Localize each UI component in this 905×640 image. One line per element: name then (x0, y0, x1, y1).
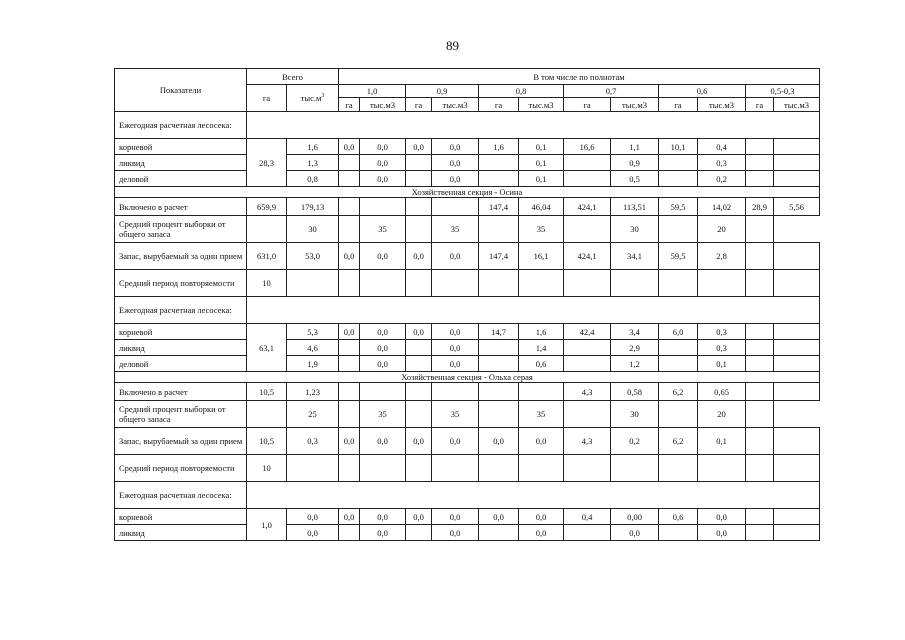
value-cell (479, 340, 519, 356)
row-label: Запас, вырубаемый за один прием (115, 243, 247, 270)
value-cell: 10,5 (247, 383, 287, 401)
value-cell (564, 216, 611, 243)
value-cell: 631,0 (247, 243, 287, 270)
value-cell: 179,13 (287, 198, 339, 216)
value-cell (746, 340, 774, 356)
value-cell (746, 356, 774, 372)
value-cell (519, 455, 564, 482)
value-cell (774, 428, 820, 455)
value-cell (339, 198, 360, 216)
value-cell: 147,4 (479, 243, 519, 270)
row-label: Включено в расчет (115, 383, 247, 401)
value-cell: 4,3 (564, 383, 611, 401)
value-cell: 0,3 (287, 428, 339, 455)
value-cell (774, 324, 820, 340)
header-ha: га (659, 98, 698, 112)
value-cell: 14,02 (698, 198, 746, 216)
value-cell (339, 171, 360, 187)
value-cell (406, 455, 432, 482)
value-cell: 28,3 (247, 139, 287, 187)
header-density: 0,7 (564, 85, 659, 98)
value-cell (360, 455, 406, 482)
value-cell (564, 401, 611, 428)
row-label: Ежегодная расчетная лесосека: (115, 112, 247, 139)
value-cell (611, 270, 659, 297)
header-density: 0,9 (406, 85, 479, 98)
row-label: корневой (115, 139, 247, 155)
value-cell (406, 340, 432, 356)
header-density: 0,5-0,3 (746, 85, 820, 98)
value-cell (774, 270, 820, 297)
value-cell: 16,6 (564, 139, 611, 155)
value-cell: 1,0 (247, 509, 287, 541)
page-number: 89 (446, 38, 459, 53)
value-cell: 0,5 (611, 171, 659, 187)
value-cell (746, 243, 774, 270)
value-cell (746, 216, 774, 243)
value-cell: 0,0 (519, 428, 564, 455)
data-row (115, 428, 820, 455)
value-cell (519, 270, 564, 297)
header-ha: га (339, 98, 360, 112)
header-total: Всего (247, 69, 339, 85)
value-cell (746, 270, 774, 297)
value-cell: 0,1 (698, 428, 746, 455)
value-cell: 1,4 (519, 340, 564, 356)
data-row (115, 297, 820, 324)
value-cell: 16,1 (519, 243, 564, 270)
value-cell: 35 (432, 216, 479, 243)
value-cell (774, 243, 820, 270)
value-cell: 424,1 (564, 198, 611, 216)
section-row (115, 372, 820, 383)
row-label: Средний процент выборки от общего запаса (115, 401, 247, 428)
value-cell (659, 455, 698, 482)
row-label: деловой (115, 356, 247, 372)
value-cell: 0,0 (360, 509, 406, 525)
value-cell: 0,6 (519, 356, 564, 372)
value-cell (406, 356, 432, 372)
value-cell: 6,0 (659, 324, 698, 340)
empty-cell (247, 112, 820, 139)
value-cell: 0,2 (698, 171, 746, 187)
value-cell (287, 455, 339, 482)
value-cell: 0,1 (519, 139, 564, 155)
header-ha: га (479, 98, 519, 112)
header-incl: В том числе по полнотам (339, 69, 820, 85)
value-cell (479, 171, 519, 187)
value-cell: 10,1 (659, 139, 698, 155)
value-cell (432, 455, 479, 482)
row-label: Запас, вырубаемый за один прием (115, 428, 247, 455)
value-cell: 14,7 (479, 324, 519, 340)
value-cell (746, 509, 774, 525)
value-cell (519, 383, 564, 401)
value-cell (339, 455, 360, 482)
value-cell (339, 155, 360, 171)
header-tm3-text: тыс.м (300, 93, 322, 103)
section-title: Хозяйственная секция - Осина (115, 187, 820, 198)
header-ha: га (406, 98, 432, 112)
value-cell (339, 340, 360, 356)
value-cell (406, 171, 432, 187)
row-label: ликвид (115, 340, 247, 356)
header-tm3-sup: 3 (321, 93, 325, 100)
value-cell (698, 455, 746, 482)
data-row (115, 243, 820, 270)
value-cell: 0,6 (659, 509, 698, 525)
value-cell: 0,0 (698, 509, 746, 525)
header-ha: га (746, 98, 774, 112)
value-cell: 0,0 (519, 525, 564, 541)
value-cell (659, 340, 698, 356)
value-cell: 0,3 (698, 155, 746, 171)
value-cell (432, 198, 479, 216)
value-cell (564, 525, 611, 541)
value-cell (774, 340, 820, 356)
value-cell (564, 155, 611, 171)
header-row-1 (115, 69, 820, 85)
value-cell: 63,1 (247, 324, 287, 372)
value-cell (564, 340, 611, 356)
value-cell: 0,3 (698, 324, 746, 340)
value-cell: 0,0 (360, 243, 406, 270)
section-row (115, 187, 820, 198)
value-cell: 0,00 (611, 509, 659, 525)
data-row (115, 216, 820, 243)
value-cell: 0,0 (698, 525, 746, 541)
row-label: Включено в расчет (115, 198, 247, 216)
header-total-ha: га (247, 85, 287, 112)
value-cell: 0,0 (360, 356, 406, 372)
value-cell: 42,4 (564, 324, 611, 340)
value-cell: 30 (611, 401, 659, 428)
value-cell: 0,0 (360, 428, 406, 455)
value-cell: 0,0 (479, 509, 519, 525)
value-cell (746, 383, 774, 401)
value-cell: 0,0 (360, 171, 406, 187)
section-title: Хозяйственная секция - Ольха серая (115, 372, 820, 383)
value-cell: 0,0 (432, 509, 479, 525)
header-tm3: тыс.м3 (611, 98, 659, 112)
value-cell: 0,4 (698, 139, 746, 155)
value-cell (287, 270, 339, 297)
value-cell: 0,0 (406, 428, 432, 455)
value-cell (564, 270, 611, 297)
value-cell: 35 (360, 216, 406, 243)
value-cell: 0,0 (360, 155, 406, 171)
value-cell: 0,1 (519, 171, 564, 187)
value-cell (339, 270, 360, 297)
value-cell (774, 509, 820, 525)
value-cell: 0,0 (360, 324, 406, 340)
row-label: деловой (115, 171, 247, 187)
data-row (115, 356, 820, 372)
value-cell (564, 171, 611, 187)
row-label: Средний процент выборки от общего запаса (115, 216, 247, 243)
value-cell: 0,0 (432, 340, 479, 356)
value-cell (564, 455, 611, 482)
value-cell (406, 270, 432, 297)
value-cell: 0,0 (360, 340, 406, 356)
value-cell (659, 270, 698, 297)
row-label: ликвид (115, 525, 247, 541)
row-label: Ежегодная расчетная лесосека: (115, 482, 247, 509)
value-cell: 6,2 (659, 383, 698, 401)
value-cell: 1,6 (479, 139, 519, 155)
value-cell (746, 525, 774, 541)
header-tm3: тыс.м3 (432, 98, 479, 112)
value-cell (746, 155, 774, 171)
value-cell (479, 455, 519, 482)
value-cell (746, 401, 774, 428)
value-cell (479, 356, 519, 372)
header-tm3: тыс.м3 (360, 98, 406, 112)
row-label: корневой (115, 509, 247, 525)
value-cell: 1,1 (611, 139, 659, 155)
value-cell: 30 (287, 216, 339, 243)
value-cell (659, 155, 698, 171)
value-cell (360, 383, 406, 401)
value-cell: 1,23 (287, 383, 339, 401)
header-ha: га (564, 98, 611, 112)
value-cell: 0,0 (406, 139, 432, 155)
value-cell: 1,9 (287, 356, 339, 372)
value-cell: 10 (247, 270, 287, 297)
data-row (115, 270, 820, 297)
data-row (115, 155, 820, 171)
value-cell: 659,9 (247, 198, 287, 216)
value-cell: 1,3 (287, 155, 339, 171)
value-cell: 1,6 (287, 139, 339, 155)
value-cell: 0,58 (611, 383, 659, 401)
value-cell: 20 (698, 401, 746, 428)
value-cell: 0,1 (698, 356, 746, 372)
value-cell (406, 155, 432, 171)
value-cell: 0,0 (339, 428, 360, 455)
value-cell (746, 139, 774, 155)
value-cell: 0,0 (611, 525, 659, 541)
value-cell: 10 (247, 455, 287, 482)
header-density: 0,6 (659, 85, 746, 98)
value-cell: 0,65 (698, 383, 746, 401)
value-cell: 0,0 (519, 509, 564, 525)
row-label: Ежегодная расчетная лесосека: (115, 297, 247, 324)
value-cell (247, 401, 287, 428)
value-cell: 424,1 (564, 243, 611, 270)
forest-table (114, 68, 820, 541)
header-tm3: тыс.м3 (519, 98, 564, 112)
value-cell (774, 383, 820, 401)
header-total-tm3 (287, 85, 339, 112)
value-cell (406, 198, 432, 216)
value-cell: 0,4 (564, 509, 611, 525)
value-cell (774, 155, 820, 171)
value-cell: 0,2 (611, 428, 659, 455)
value-cell: 53,0 (287, 243, 339, 270)
data-row (115, 198, 820, 216)
value-cell: 0,9 (611, 155, 659, 171)
value-cell: 0,0 (360, 525, 406, 541)
value-cell: 0,8 (287, 171, 339, 187)
value-cell (774, 525, 820, 541)
value-cell: 4,3 (564, 428, 611, 455)
value-cell (432, 270, 479, 297)
value-cell: 0,0 (339, 243, 360, 270)
value-cell: 147,4 (479, 198, 519, 216)
value-cell (406, 401, 432, 428)
value-cell: 0,0 (479, 428, 519, 455)
value-cell: 46,04 (519, 198, 564, 216)
value-cell: 10,5 (247, 428, 287, 455)
value-cell (659, 401, 698, 428)
value-cell: 0,0 (432, 525, 479, 541)
value-cell (247, 216, 287, 243)
value-cell: 0,0 (432, 356, 479, 372)
value-cell: 59,5 (659, 243, 698, 270)
table-body (115, 69, 820, 541)
value-cell: 34,1 (611, 243, 659, 270)
value-cell (339, 525, 360, 541)
value-cell (360, 198, 406, 216)
value-cell (774, 455, 820, 482)
value-cell: 2,8 (698, 243, 746, 270)
value-cell: 0,0 (339, 509, 360, 525)
value-cell (432, 383, 479, 401)
data-row (115, 401, 820, 428)
value-cell (479, 525, 519, 541)
header-indicators: Показатели (115, 69, 247, 112)
value-cell: 0,0 (432, 243, 479, 270)
value-cell (659, 216, 698, 243)
value-cell: 0,0 (406, 324, 432, 340)
header-density: 0,8 (479, 85, 564, 98)
value-cell: 28,9 (746, 198, 774, 216)
value-cell (746, 324, 774, 340)
value-cell (339, 216, 360, 243)
value-cell (746, 455, 774, 482)
value-cell: 0,0 (339, 139, 360, 155)
data-row (115, 112, 820, 139)
value-cell: 20 (698, 216, 746, 243)
value-cell: 0,0 (360, 139, 406, 155)
value-cell (746, 428, 774, 455)
data-row (115, 482, 820, 509)
value-cell (479, 401, 519, 428)
data-row (115, 525, 820, 541)
row-label: Средний период повторяемости (115, 270, 247, 297)
value-cell (339, 383, 360, 401)
value-cell: 0,0 (432, 428, 479, 455)
value-cell (698, 270, 746, 297)
value-cell: 0,0 (406, 243, 432, 270)
empty-cell (247, 482, 820, 509)
value-cell: 2,9 (611, 340, 659, 356)
value-cell: 35 (519, 216, 564, 243)
row-label: ликвид (115, 155, 247, 171)
value-cell (406, 216, 432, 243)
value-cell (339, 356, 360, 372)
value-cell: 1,6 (519, 324, 564, 340)
header-tm3: тыс.м3 (698, 98, 746, 112)
value-cell: 5,3 (287, 324, 339, 340)
value-cell: 0,0 (406, 509, 432, 525)
value-cell: 0,0 (432, 171, 479, 187)
value-cell (406, 383, 432, 401)
data-row (115, 455, 820, 482)
value-cell: 5,56 (774, 198, 820, 216)
value-cell: 0,3 (698, 340, 746, 356)
value-cell: 0,0 (432, 155, 479, 171)
value-cell: 0,0 (432, 324, 479, 340)
value-cell: 0,1 (519, 155, 564, 171)
value-cell: 4,6 (287, 340, 339, 356)
value-cell (659, 525, 698, 541)
value-cell (659, 171, 698, 187)
value-cell: 0,0 (339, 324, 360, 340)
value-cell (659, 356, 698, 372)
value-cell: 6,2 (659, 428, 698, 455)
value-cell (339, 401, 360, 428)
value-cell (479, 216, 519, 243)
value-cell: 113,51 (611, 198, 659, 216)
value-cell (360, 270, 406, 297)
value-cell: 35 (432, 401, 479, 428)
header-density: 1,0 (339, 85, 406, 98)
value-cell (479, 270, 519, 297)
value-cell: 0,0 (287, 509, 339, 525)
value-cell: 30 (611, 216, 659, 243)
value-cell: 3,4 (611, 324, 659, 340)
value-cell (774, 139, 820, 155)
value-cell (774, 356, 820, 372)
value-cell: 35 (360, 401, 406, 428)
empty-cell (247, 297, 820, 324)
row-label: корневой (115, 324, 247, 340)
data-row (115, 509, 820, 525)
data-row (115, 340, 820, 356)
value-cell: 0,0 (287, 525, 339, 541)
data-row (115, 383, 820, 401)
data-row (115, 139, 820, 155)
value-cell: 59,5 (659, 198, 698, 216)
row-label: Средний период повторяемости (115, 455, 247, 482)
value-cell (479, 383, 519, 401)
value-cell (746, 171, 774, 187)
data-row (115, 324, 820, 340)
value-cell (564, 356, 611, 372)
value-cell (774, 171, 820, 187)
value-cell: 1,2 (611, 356, 659, 372)
value-cell: 25 (287, 401, 339, 428)
header-tm3: тыс.м3 (774, 98, 820, 112)
data-row (115, 171, 820, 187)
value-cell (479, 155, 519, 171)
value-cell: 35 (519, 401, 564, 428)
value-cell (611, 455, 659, 482)
value-cell: 0,0 (432, 139, 479, 155)
value-cell (406, 525, 432, 541)
